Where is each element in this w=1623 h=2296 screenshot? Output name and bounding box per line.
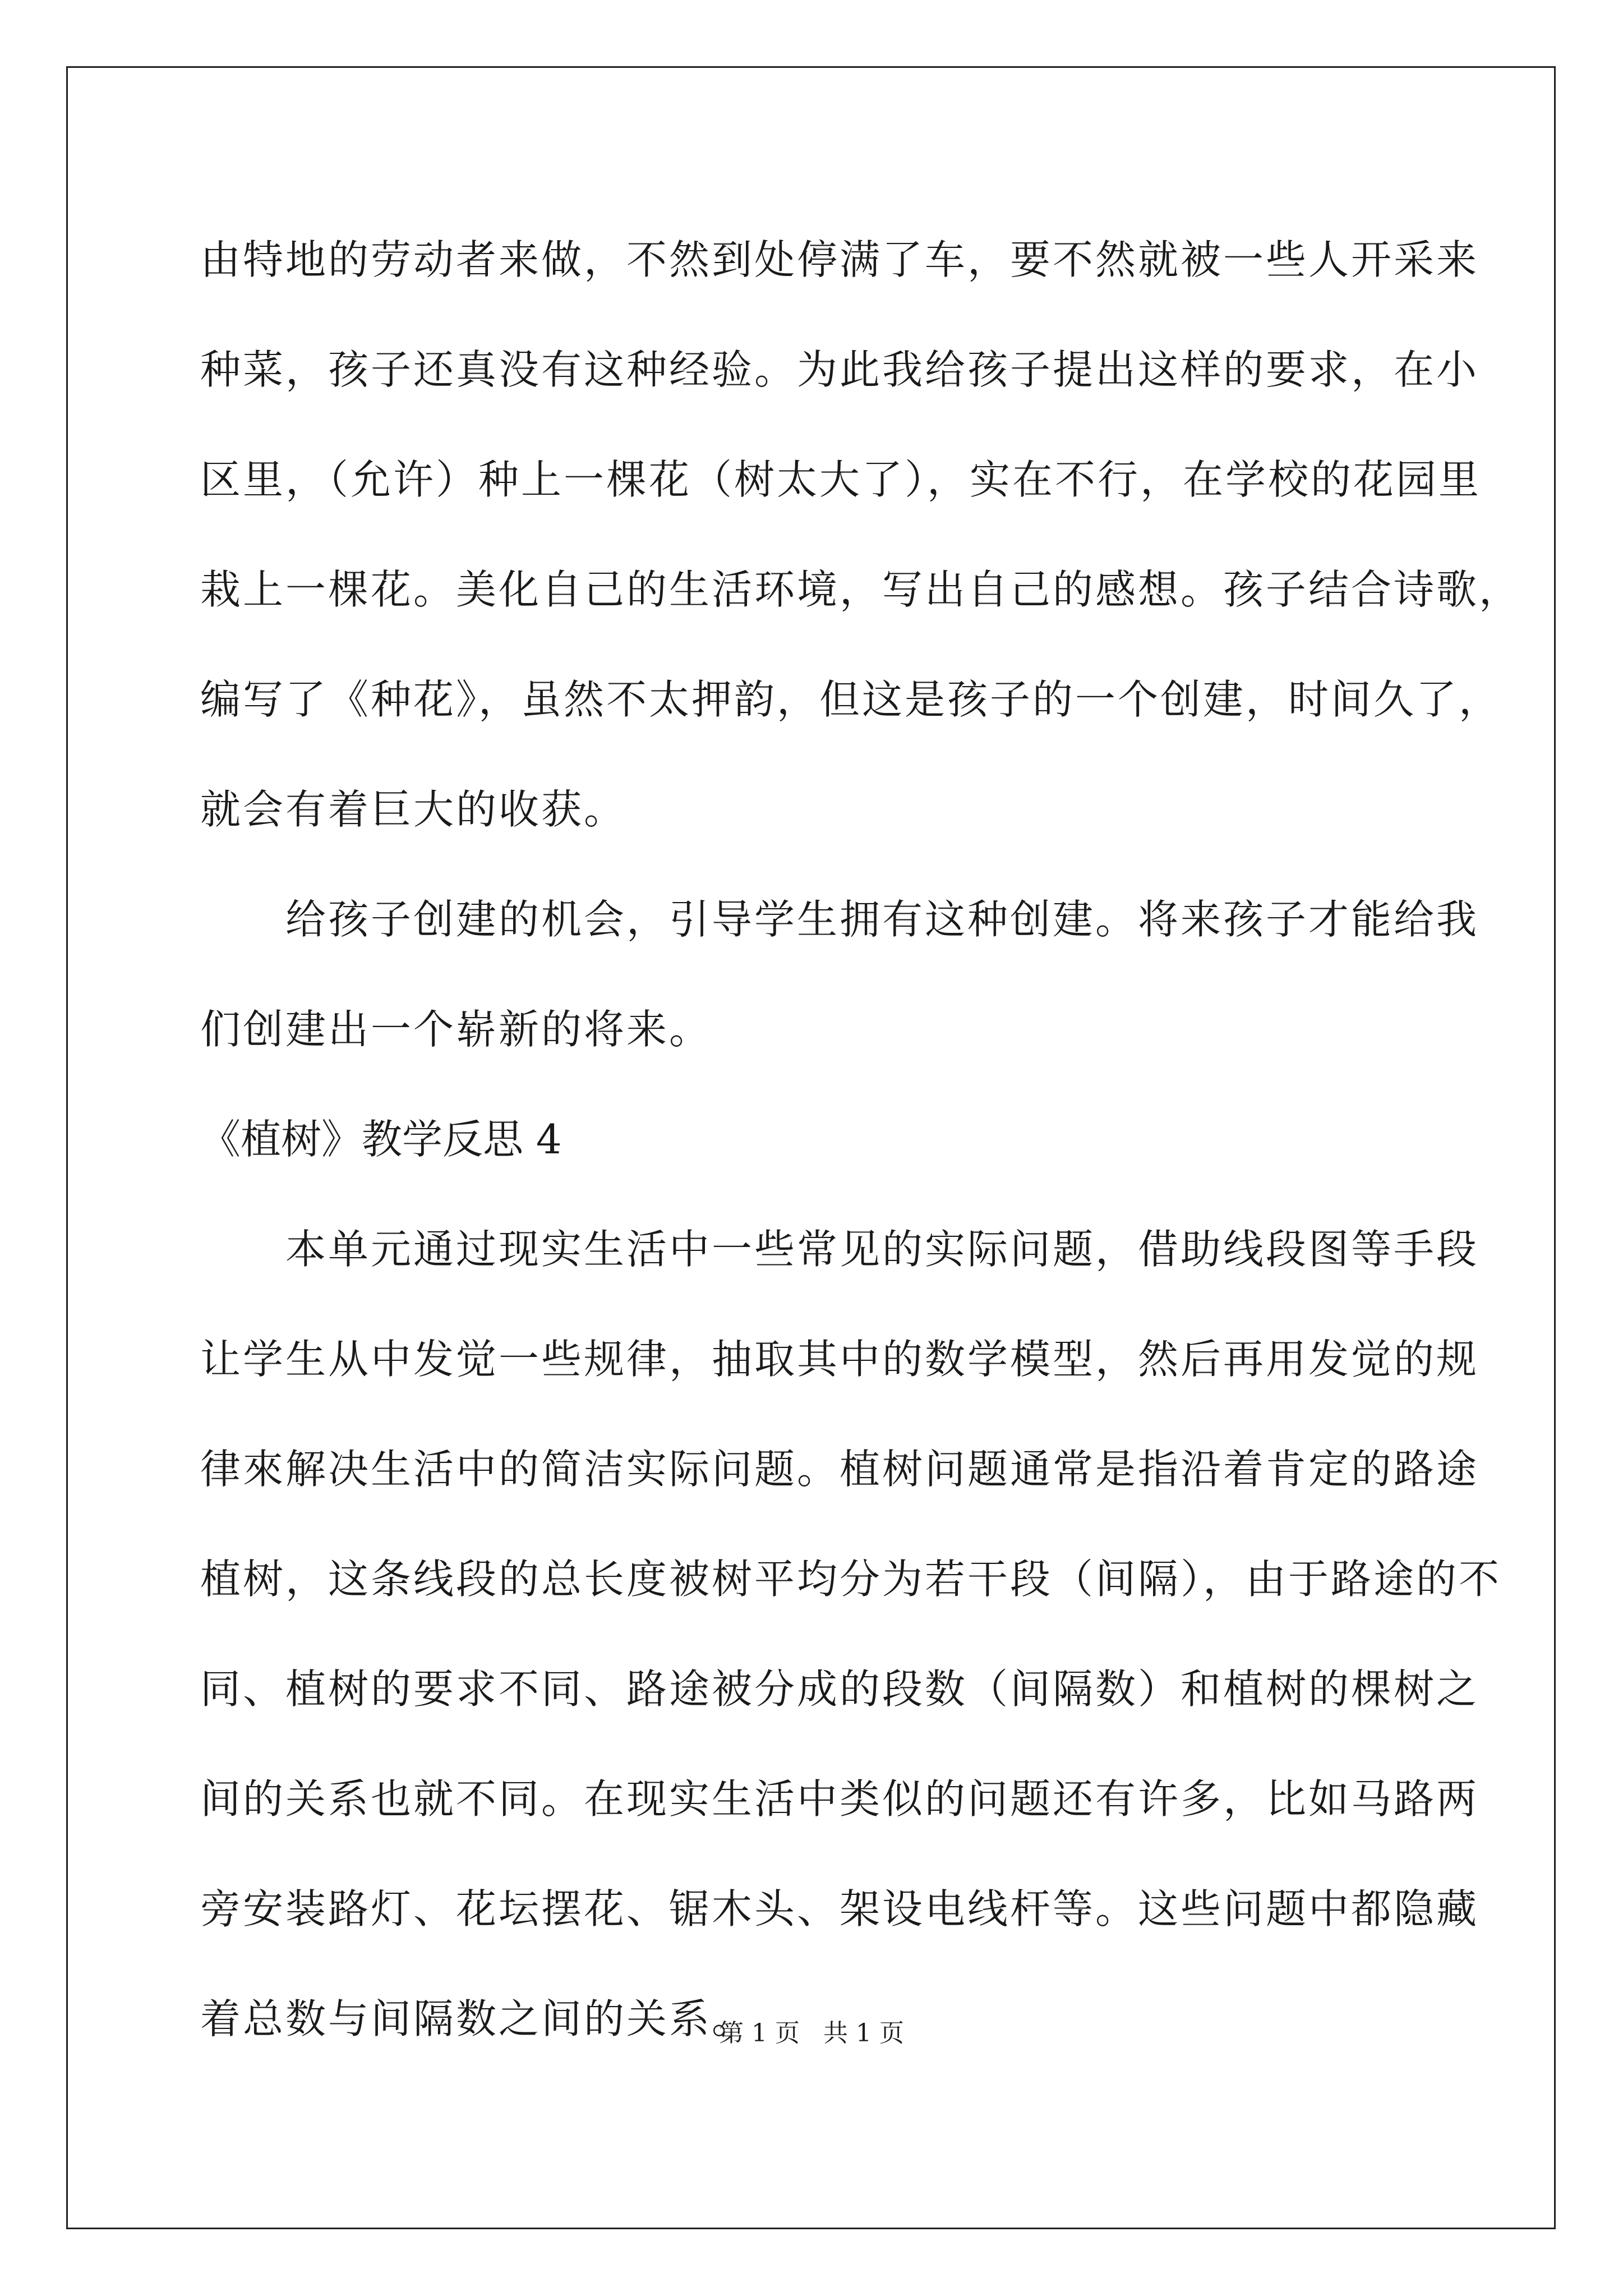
text-line: 同、植树的要求不同、路途被分成的段数（间隔数）和植树的棵树之 [200,1665,1479,1713]
text-line: 由特地的劳动者来做，不然到处停满了车，要不然就被一些人开采来 [200,236,1479,283]
paragraph-3 [200,1194,1502,2074]
text-line: 给孩子创建的机会，引导学生拥有这种创建。将来孩子才能给我 [285,896,1479,943]
text-line: 让学生从中发觉一些规律，抽取其中的数学模型，然后再用发觉的规 [200,1336,1479,1383]
paragraph-1 [200,205,1522,864]
document-body [200,205,1522,2074]
text-line: 就会有着巨大的收获。 [200,786,627,833]
text-line: 们创建出一个崭新的将来。 [200,1006,712,1053]
text-line: 区里，（允许）种上一棵花（树太大了），实在不行，在学校的花园里 [200,456,1482,503]
text-line: 编写了《种花》，虽然不太押韵，但这是孩子的一个创建，时间久了， [200,676,1502,723]
text-line: 栽上一棵花。美化自己的生活环境，写出自己的感想。孩子结合诗歌， [200,566,1522,613]
text-line: 植树，这条线段的总长度被树平均分为若干段（间隔），由于路途的不 [200,1556,1502,1603]
text-line: 本单元通过现实生活中一些常见的实际问题，借助线段图等手段 [285,1226,1479,1273]
text-line: 着总数与间隔数之间的关系。 [200,1995,755,2042]
section-heading: 《植树》教学反思 4 [200,1116,562,1163]
text-line: 种菜，孩子还真没有这种经验。为此我给孩子提出这样的要求，在小 [200,346,1479,393]
text-line: 律來解决生活中的简洁实际问题。植树问题通常是指沿着肯定的路途 [200,1446,1479,1493]
text-line: 旁安装路灯、花坛摆花、锯木头、架设电线杆等。这些问题中都隐藏 [200,1885,1479,1932]
paragraph-2 [200,864,1479,1084]
text-line: 间的关系也就不同。在现实生活中类似的问题还有许多，比如马路两 [200,1775,1479,1823]
page-number-footer: 第 1 页 共 1 页 [719,2019,904,2047]
